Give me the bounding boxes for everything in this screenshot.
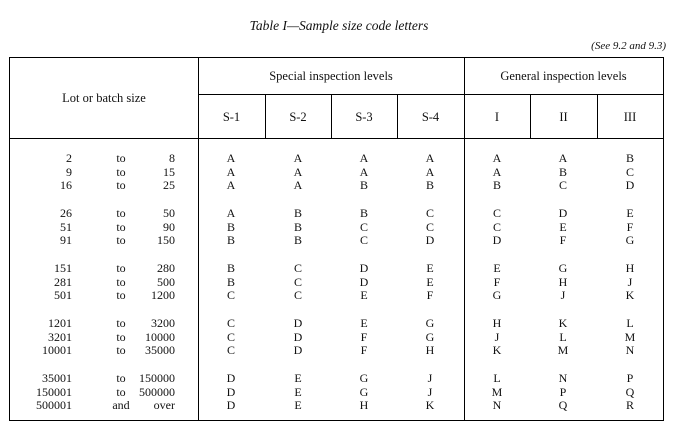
lot-size-separator: to xyxy=(116,206,126,220)
code-letter: P xyxy=(626,371,634,385)
lot-size-from: 2 xyxy=(66,151,72,165)
code-letter: H xyxy=(558,274,568,289)
lot-size-from: 281 xyxy=(54,274,72,289)
code-letter: Q xyxy=(558,398,568,413)
code-letter: B xyxy=(293,233,302,248)
level-header-i: I xyxy=(494,110,500,124)
lot-size-to: 500 xyxy=(157,274,175,289)
code-letter: B xyxy=(359,206,368,220)
code-letter: G xyxy=(359,384,369,399)
lot-size-separator: to xyxy=(116,178,126,193)
code-letter: J xyxy=(494,329,500,344)
code-letter: D xyxy=(226,384,236,399)
code-letter: R xyxy=(625,398,634,413)
code-letter: L xyxy=(493,371,501,385)
code-letter: D xyxy=(558,206,568,220)
code-letter: K xyxy=(558,316,568,330)
code-letter: A xyxy=(293,151,303,165)
code-letter: M xyxy=(624,329,636,344)
code-letter: D xyxy=(293,329,303,344)
lot-size-separator: to xyxy=(116,274,126,289)
code-letter: C xyxy=(425,206,434,220)
code-letter: C xyxy=(226,288,235,303)
divider-header-body xyxy=(10,138,663,139)
code-letter: N xyxy=(492,398,502,413)
lot-size-separator: to xyxy=(116,233,126,248)
code-letter: Q xyxy=(625,384,635,399)
code-letter: E xyxy=(426,261,434,275)
code-letter: A xyxy=(359,164,369,179)
lot-size-from: 3201 xyxy=(48,329,72,344)
lot-size-separator: to xyxy=(116,288,126,303)
lot-size-separator: to xyxy=(116,261,126,275)
code-letter: A xyxy=(492,151,502,165)
code-letter: B xyxy=(558,164,567,179)
lot-size-to: 500000 xyxy=(139,384,175,399)
code-letter: A xyxy=(293,164,303,179)
code-letter: E xyxy=(294,384,302,399)
code-letter: K xyxy=(625,288,635,303)
code-letter: D xyxy=(625,178,635,193)
code-letter: F xyxy=(559,233,567,248)
lot-size-from: 10001 xyxy=(42,343,72,358)
lot-size-from: 1201 xyxy=(48,316,72,330)
lot-size-from: 9 xyxy=(66,164,72,179)
code-letter: P xyxy=(559,384,567,399)
level-header-s2: S-2 xyxy=(289,110,307,124)
code-letter: N xyxy=(558,371,568,385)
code-letter: E xyxy=(360,316,368,330)
code-letter: H xyxy=(625,261,635,275)
lot-size-to: 280 xyxy=(157,261,175,275)
lot-size-separator: to xyxy=(116,151,126,165)
code-letter: B xyxy=(625,151,634,165)
code-letter: C xyxy=(425,219,434,234)
code-letter: G xyxy=(558,261,568,275)
code-letter: A xyxy=(558,151,568,165)
level-header-s3: S-3 xyxy=(355,110,373,124)
code-letter: C xyxy=(293,288,302,303)
code-letter: C xyxy=(492,206,501,220)
code-letter: F xyxy=(360,329,368,344)
lot-size-header: Lot or batch size xyxy=(62,91,146,105)
general-levels-header: General inspection levels xyxy=(500,69,627,83)
code-letter: B xyxy=(226,261,235,275)
lot-size-separator: to xyxy=(116,219,126,234)
code-letter: G xyxy=(492,288,502,303)
code-letter: M xyxy=(557,343,569,358)
code-letter: C xyxy=(226,343,235,358)
code-letter: G xyxy=(425,329,435,344)
code-letter: C xyxy=(293,261,302,275)
code-letter: C xyxy=(293,274,302,289)
code-letter: B xyxy=(226,219,235,234)
lot-size-from: 35001 xyxy=(42,371,72,385)
code-letter: E xyxy=(360,288,368,303)
lot-size-separator: to xyxy=(116,164,126,179)
code-letter: A xyxy=(226,178,236,193)
code-letter: B xyxy=(359,178,368,193)
code-letter: E xyxy=(294,371,302,385)
code-letter: H xyxy=(492,316,502,330)
lot-size-from: 151 xyxy=(54,261,72,275)
code-letter: E xyxy=(426,274,434,289)
lot-size-from: 91 xyxy=(60,233,72,248)
code-letter: J xyxy=(427,371,433,385)
lot-size-separator: to xyxy=(116,316,126,330)
lot-size-to: 10000 xyxy=(145,329,175,344)
code-letter: C xyxy=(558,178,567,193)
lot-size-from: 501 xyxy=(54,288,72,303)
lot-size-to: 150000 xyxy=(139,371,175,385)
lot-size-to: 25 xyxy=(163,178,175,193)
code-letter: C xyxy=(625,164,634,179)
table-title: Table I—Sample size code letters xyxy=(249,18,429,33)
special-levels-header: Special inspection levels xyxy=(269,69,393,83)
code-letter: E xyxy=(294,398,302,413)
code-letter: B xyxy=(425,178,434,193)
code-letter: D xyxy=(293,343,303,358)
lot-size-to: 3200 xyxy=(151,316,175,330)
lot-size-to: 1200 xyxy=(151,288,175,303)
code-letter: J xyxy=(427,384,433,399)
code-letter: L xyxy=(559,329,567,344)
level-header-s4: S-4 xyxy=(421,110,440,124)
code-letter: F xyxy=(626,219,634,234)
lot-size-to: 8 xyxy=(169,151,175,165)
code-letter: A xyxy=(293,178,303,193)
lot-size-separator: and xyxy=(112,398,130,413)
code-letter: F xyxy=(360,343,368,358)
code-letter: G xyxy=(425,316,435,330)
code-letter: A xyxy=(226,164,236,179)
lot-size-separator: to xyxy=(116,329,126,344)
code-letter: D xyxy=(425,233,435,248)
code-letter: H xyxy=(425,343,435,358)
lot-size-separator: to xyxy=(116,371,126,385)
code-letter: K xyxy=(425,398,435,413)
code-letter: M xyxy=(491,384,503,399)
code-letter: E xyxy=(626,206,634,220)
code-letter: A xyxy=(359,151,369,165)
code-letter: D xyxy=(359,274,369,289)
lot-size-to: 150 xyxy=(157,233,175,248)
code-letter: F xyxy=(426,288,434,303)
level-header-s1: S-1 xyxy=(222,110,241,124)
level-header-ii: II xyxy=(559,110,568,124)
level-header-iii: III xyxy=(623,110,637,124)
code-letter-table xyxy=(9,57,664,421)
lot-size-from: 26 xyxy=(60,206,72,220)
lot-size-to: 15 xyxy=(163,164,175,179)
code-letter: A xyxy=(226,151,236,165)
code-letter: C xyxy=(226,316,235,330)
code-letter: C xyxy=(226,329,235,344)
lot-size-from: 500001 xyxy=(36,398,72,413)
code-letter: J xyxy=(627,274,633,289)
code-letter: A xyxy=(226,206,236,220)
code-letter: C xyxy=(359,233,368,248)
code-letter: B xyxy=(293,206,302,220)
divider-header-levels xyxy=(198,94,663,95)
code-letter: G xyxy=(359,371,369,385)
code-letter: K xyxy=(492,343,502,358)
code-letter: D xyxy=(226,398,236,413)
code-letter: B xyxy=(226,233,235,248)
code-letter: E xyxy=(493,261,501,275)
code-letter: D xyxy=(492,233,502,248)
code-letter: G xyxy=(625,233,635,248)
code-letter: C xyxy=(359,219,368,234)
section-reference: (See 9.2 and 9.3) xyxy=(591,40,666,52)
code-letter: H xyxy=(359,398,369,413)
lot-size-to: 90 xyxy=(163,219,175,234)
code-letter: N xyxy=(625,343,635,358)
lot-size-to: 50 xyxy=(163,206,175,220)
code-letter: A xyxy=(425,151,435,165)
code-letter: L xyxy=(626,316,634,330)
code-letter: B xyxy=(226,274,235,289)
lot-size-separator: to xyxy=(116,384,126,399)
code-letter: C xyxy=(492,219,501,234)
code-letter: A xyxy=(425,164,435,179)
lot-size-from: 150001 xyxy=(36,384,72,399)
lot-size-from: 51 xyxy=(60,219,72,234)
code-letter: D xyxy=(226,371,236,385)
code-letter: D xyxy=(293,316,303,330)
code-letter: E xyxy=(559,219,567,234)
code-letter: B xyxy=(492,178,501,193)
lot-size-separator: to xyxy=(116,343,126,358)
code-letter: B xyxy=(293,219,302,234)
lot-size-from: 16 xyxy=(60,178,72,193)
lot-size-to: over xyxy=(153,398,175,413)
code-letter: A xyxy=(492,164,502,179)
lot-size-to: 35000 xyxy=(145,343,175,358)
code-letter: F xyxy=(493,274,501,289)
code-letter: D xyxy=(359,261,369,275)
code-letter: J xyxy=(560,288,566,303)
